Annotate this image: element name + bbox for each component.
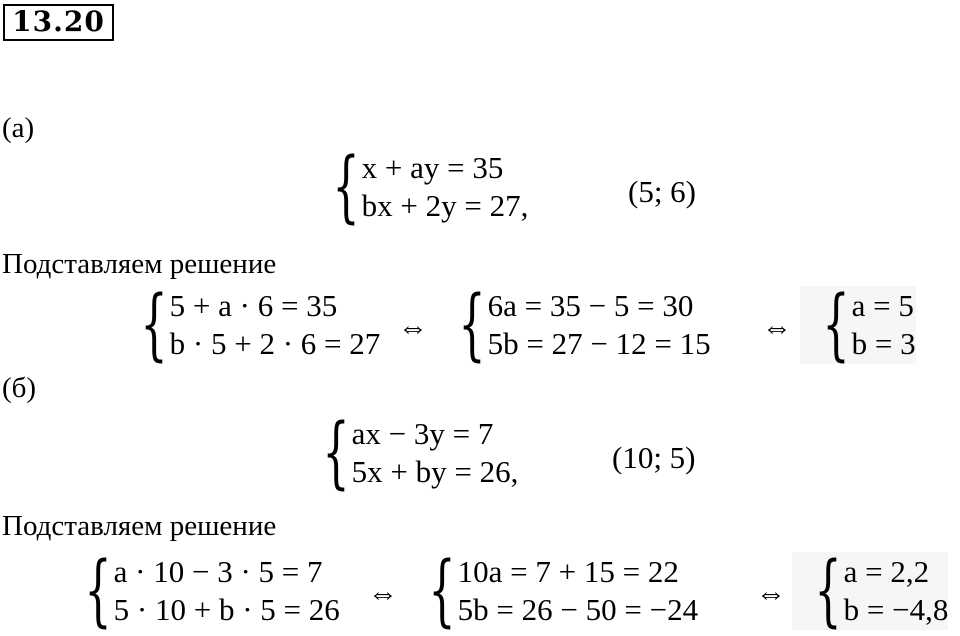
part-a-system-eq1: x + ay = 35 xyxy=(361,150,504,185)
part-b-point: (10; 5) xyxy=(612,440,696,475)
part-a-result-b: b = 3 xyxy=(851,326,916,361)
equivalence-icon: ⇔ xyxy=(368,577,398,610)
brace-icon: { xyxy=(332,142,360,232)
part-b-substitute-text: Подставляем решение xyxy=(2,510,277,542)
brace-icon: { xyxy=(458,280,486,370)
brace-icon: { xyxy=(814,546,842,636)
part-a-step2-eq1: 6a = 35 − 5 = 30 xyxy=(487,288,694,323)
brace-icon: { xyxy=(428,546,456,636)
part-a-step1 xyxy=(118,280,381,370)
part-a-step1-eq1: 5 + a · 6 = 35 xyxy=(169,288,338,323)
part-b-result-a: a = 2,2 xyxy=(843,554,930,589)
part-a-system-eq2: bx + 2y = 27, xyxy=(361,188,529,223)
part-a-point: (5; 6) xyxy=(628,174,697,209)
problem-number: 13.20 xyxy=(3,4,114,41)
equivalence-icon: ⇔ xyxy=(756,577,786,610)
equivalence-icon: ⇔ xyxy=(762,311,792,344)
part-b-step2 xyxy=(406,546,699,636)
part-b-step1 xyxy=(62,546,340,636)
equivalence-icon: ⇔ xyxy=(398,311,428,344)
part-a-system xyxy=(310,142,529,232)
part-a-step2-eq2: 5b = 27 − 12 = 15 xyxy=(487,326,711,361)
part-a-step1-eq2: b · 5 + 2 · 6 = 27 xyxy=(169,326,381,361)
brace-icon: { xyxy=(822,280,850,370)
brace-icon: { xyxy=(84,546,112,636)
part-a-result-a: a = 5 xyxy=(851,288,914,323)
part-b-label: (б) xyxy=(2,372,37,404)
part-b-system-eq1: ax − 3y = 7 xyxy=(351,416,494,451)
part-a-substitute-text: Подставляем решение xyxy=(2,248,277,280)
part-b-step2-eq1: 10a = 7 + 15 = 22 xyxy=(457,554,679,589)
brace-icon: { xyxy=(140,280,168,370)
part-b-system-eq2: 5x + by = 26, xyxy=(351,454,519,489)
part-b-result xyxy=(792,546,949,636)
part-b-step1-eq2: 5 · 10 + b · 5 = 26 xyxy=(113,592,340,627)
brace-icon: { xyxy=(322,408,350,498)
part-b-step1-eq1: a · 10 − 3 · 5 = 7 xyxy=(113,554,323,589)
part-b-step2-eq2: 5b = 26 − 50 = −24 xyxy=(457,592,699,627)
part-a-label: (а) xyxy=(2,112,35,144)
part-b-result-b: b = −4,8 xyxy=(843,592,949,627)
part-a-step2 xyxy=(436,280,711,370)
part-b-system xyxy=(300,408,519,498)
part-a-result xyxy=(800,280,916,370)
